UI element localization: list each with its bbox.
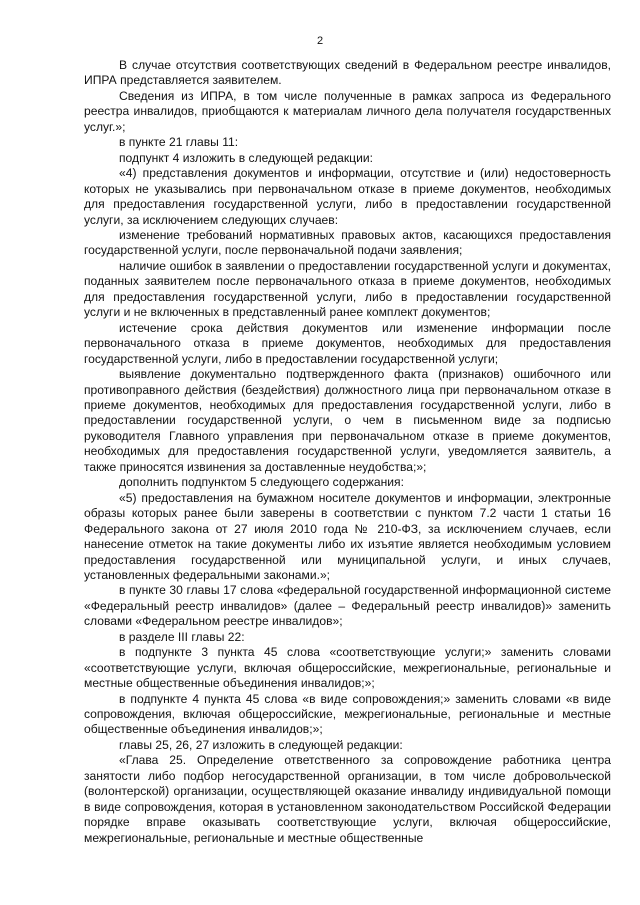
paragraph: «Глава 25. Определение ответственного за сопровождение работника центра занятости либо подбор негосударственной организации, в том числе добровольческой (волонтерской) организации, осуществляющей оказание инвалиду индивидуальной помощи в виде сопровождения, которая в установленном законодательством Российской Федерации порядке вправе оказывать соответствующие услуги, включая общероссийские, межрегиональные, региональные и местные общественные [84,753,611,845]
paragraph: в разделе III главы 22: [119,629,245,644]
paragraph: истечение срока действия документов или изменение информации после первоначального отказа в приеме документов, необходимых для предоставления государственной услуги, либо в предоставлении государственной услуги; [84,320,611,366]
paragraph: в пункте 30 главы 17 слова «федеральной государственной информационной системе «Федеральный реестр инвалидов» (далее – Федеральный реестр инвалидов)» заменить словами «Федеральном реестре инвалидов»; [84,583,611,629]
paragraph: В случае отсутствия соответствующих сведений в Федеральном реестре инвалидов, ИПРА представляется заявителем. [84,58,611,88]
paragraph: Сведения из ИПРА, в том числе полученные в рамках запроса из Федерального реестра инвалидов, приобщаются к материалам личного дела получателя государственных услуг.»; [84,88,611,134]
paragraph: выявление документально подтвержденного факта (признаков) ошибочного или противоправного действия (бездействия) должностного лица при первоначальном отказе в приеме документов, необходимых для предоставления государственной услуги, либо в предоставлении государственной услуги, о чем в письменном виде за подписью руководителя Главного управления при первоначальном отказе в приеме документов, необходимых для предоставления государственной услуги, уведомляется заявитель, а также приносятся извинения за доставленные неудобства;»; [84,367,611,474]
document-body [84,58,611,846]
paragraph: главы 25, 26, 27 изложить в следующей редакции: [119,737,403,752]
page-number: 2 [316,35,324,47]
paragraph: в пункте 21 главы 11: [119,135,239,150]
paragraph: «5) предоставления на бумажном носителе документов и информации, электронные образы которых ранее были заверены в соответствии с пунктом 7.2 части 1 статьи 16 Федерального закона от 27 июля 2010 года № 210-ФЗ, за исключением случаев, если нанесение отметок на такие документы либо их изъятие является необходимым условием предоставления государственной или муниципальной услуги, и иных случаев, установленных федеральными законами.»; [84,490,611,582]
paragraph: в подпункте 3 пункта 45 слова «соответствующие услуги;» заменить словами «соответствующие услуги, включая общероссийские, межрегиональные, региональные и местные общественные объединения инвалидов;»; [84,645,611,691]
paragraph: дополнить подпунктом 5 следующего содержания: [119,475,404,490]
paragraph: наличие ошибок в заявлении о предоставлении государственной услуги и документах, поданных заявителем после первоначального отказа в приеме документов, необходимых для предоставления государственной услуги, либо в предоставлении государственной услуги и не включенных в представленный ранее комплект документов; [84,258,611,320]
paragraph: «4) представления документов и информации, отсутствие и (или) недостоверность которых не указывались при первоначальном отказе в приеме документов, необходимых для предоставления государственной услуги, либо в предоставлении государственной услуги, за исключением следующих случаев: [84,166,611,227]
paragraph: изменение требований нормативных правовых актов, касающихся предоставления государственной услуги, после первоначальной подачи заявления; [84,227,611,258]
paragraph: подпункт 4 изложить в следующей редакции: [119,150,373,165]
paragraph: в подпункте 4 пункта 45 слова «в виде сопровождения;» заменить словами «в виде сопровождения, включая общероссийские, межрегиональные, региональные и местные общественные объединения инвалидов;»; [84,691,611,737]
